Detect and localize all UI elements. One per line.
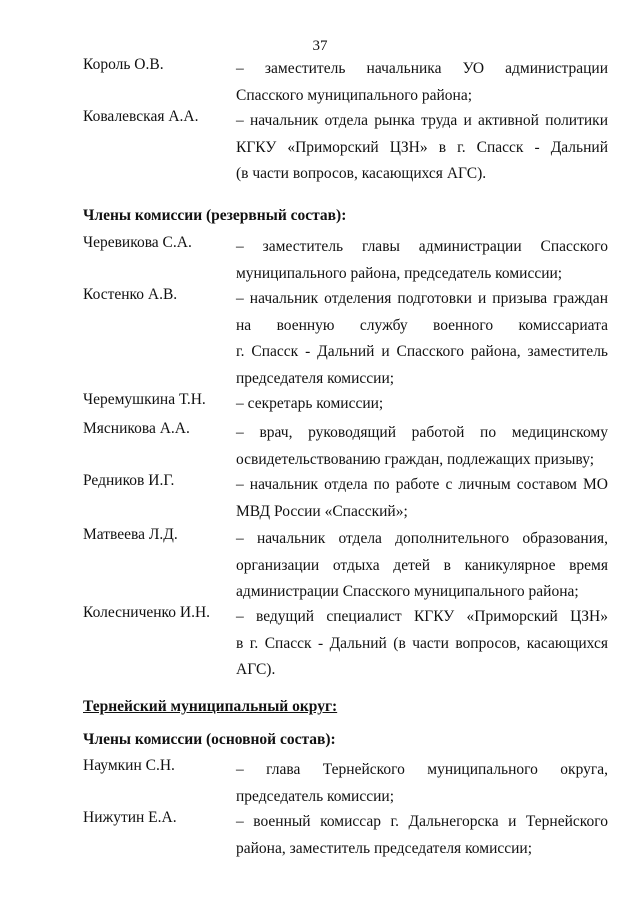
role-line: – заместитель главы администрации Спасского [236, 238, 608, 255]
role-line: председателя комиссии; [236, 369, 395, 387]
role-line: – начальник отделения подготовки и призыва граждан [236, 290, 608, 307]
member-role [236, 757, 608, 810]
member-role [236, 56, 608, 109]
role-line: – заместитель начальника УО администрации [236, 60, 608, 77]
role-line: организации отдыха детей в каникулярное время [236, 556, 608, 574]
member-name: Костенко А.В. [83, 286, 178, 303]
role-line: – военный комиссар г. Дальнегорска и Тернейского [236, 813, 608, 830]
role-line: – ведущий специалист КГКУ «Приморский ЦЗН» [236, 608, 608, 625]
role-line: – начальник отдела рынка труда и активной политики [236, 112, 608, 129]
role-line: – глава Тернейского муниципального округа, [236, 761, 608, 778]
section-heading-main: Члены комиссии (основной состав): [83, 731, 336, 748]
role-line: – врач, руководящий работой по медицинскому [236, 424, 608, 441]
role-line: (в части вопросов, касающихся АГС). [236, 165, 487, 182]
role-line: освидетельствованию граждан, подлежащих призыву; [236, 450, 595, 468]
section-heading-reserve: Члены комиссии (резервный состав): [83, 207, 347, 224]
member-role [236, 472, 608, 525]
member-name: Наумкин С.Н. [83, 757, 175, 774]
role-line: района, заместитель председателя комиссии; [236, 839, 533, 857]
member-role [236, 286, 608, 392]
role-line: КГКУ «Приморский ЦЗН» в г. Спасск - Дальний [236, 138, 608, 156]
role-line: председатель комиссии; [236, 787, 395, 805]
role-line: в г. Спасск - Дальний (в части вопросов, касающихся [236, 634, 608, 652]
member-role [236, 391, 608, 418]
role-line: администрации Спасского муниципального района; [236, 583, 579, 600]
member-role [236, 604, 608, 684]
district-heading: Тернейский муниципальный округ: [83, 698, 338, 715]
member-name: Мясникова А.А. [83, 420, 190, 437]
member-role [236, 234, 608, 287]
role-line: муниципального района, председатель комиссии; [236, 264, 563, 282]
role-line: Спасского муниципального района; [236, 86, 473, 104]
role-line: МВД России «Спасский»; [236, 502, 408, 520]
member-role [236, 108, 608, 188]
member-role [236, 526, 608, 606]
member-name: Король О.В. [83, 56, 164, 73]
member-name: Редников И.Г. [83, 472, 175, 489]
page-number: 37 [312, 38, 328, 54]
role-line: – начальник отдела дополнительного образования, [236, 530, 608, 547]
member-role [236, 420, 608, 473]
member-name: Ковалевская А.А. [83, 108, 199, 125]
member-name: Колесниченко И.Н. [83, 604, 211, 621]
role-line: на военную службу военного комиссариата [236, 316, 608, 334]
member-name: Нижутин Е.А. [83, 809, 177, 826]
role-line: АГС). [236, 661, 276, 678]
member-name: Черевикова С.А. [83, 234, 192, 251]
member-name: Черемушкина Т.Н. [83, 391, 206, 408]
role-line: – секретарь комиссии; [236, 395, 384, 412]
member-name: Матвеева Л.Д. [83, 526, 178, 543]
role-line: – начальник отдела по работе с личным составом МО [236, 476, 608, 493]
role-line: г. Спасск - Дальний и Спасского района, заместитель [236, 343, 608, 360]
member-role [236, 809, 608, 862]
